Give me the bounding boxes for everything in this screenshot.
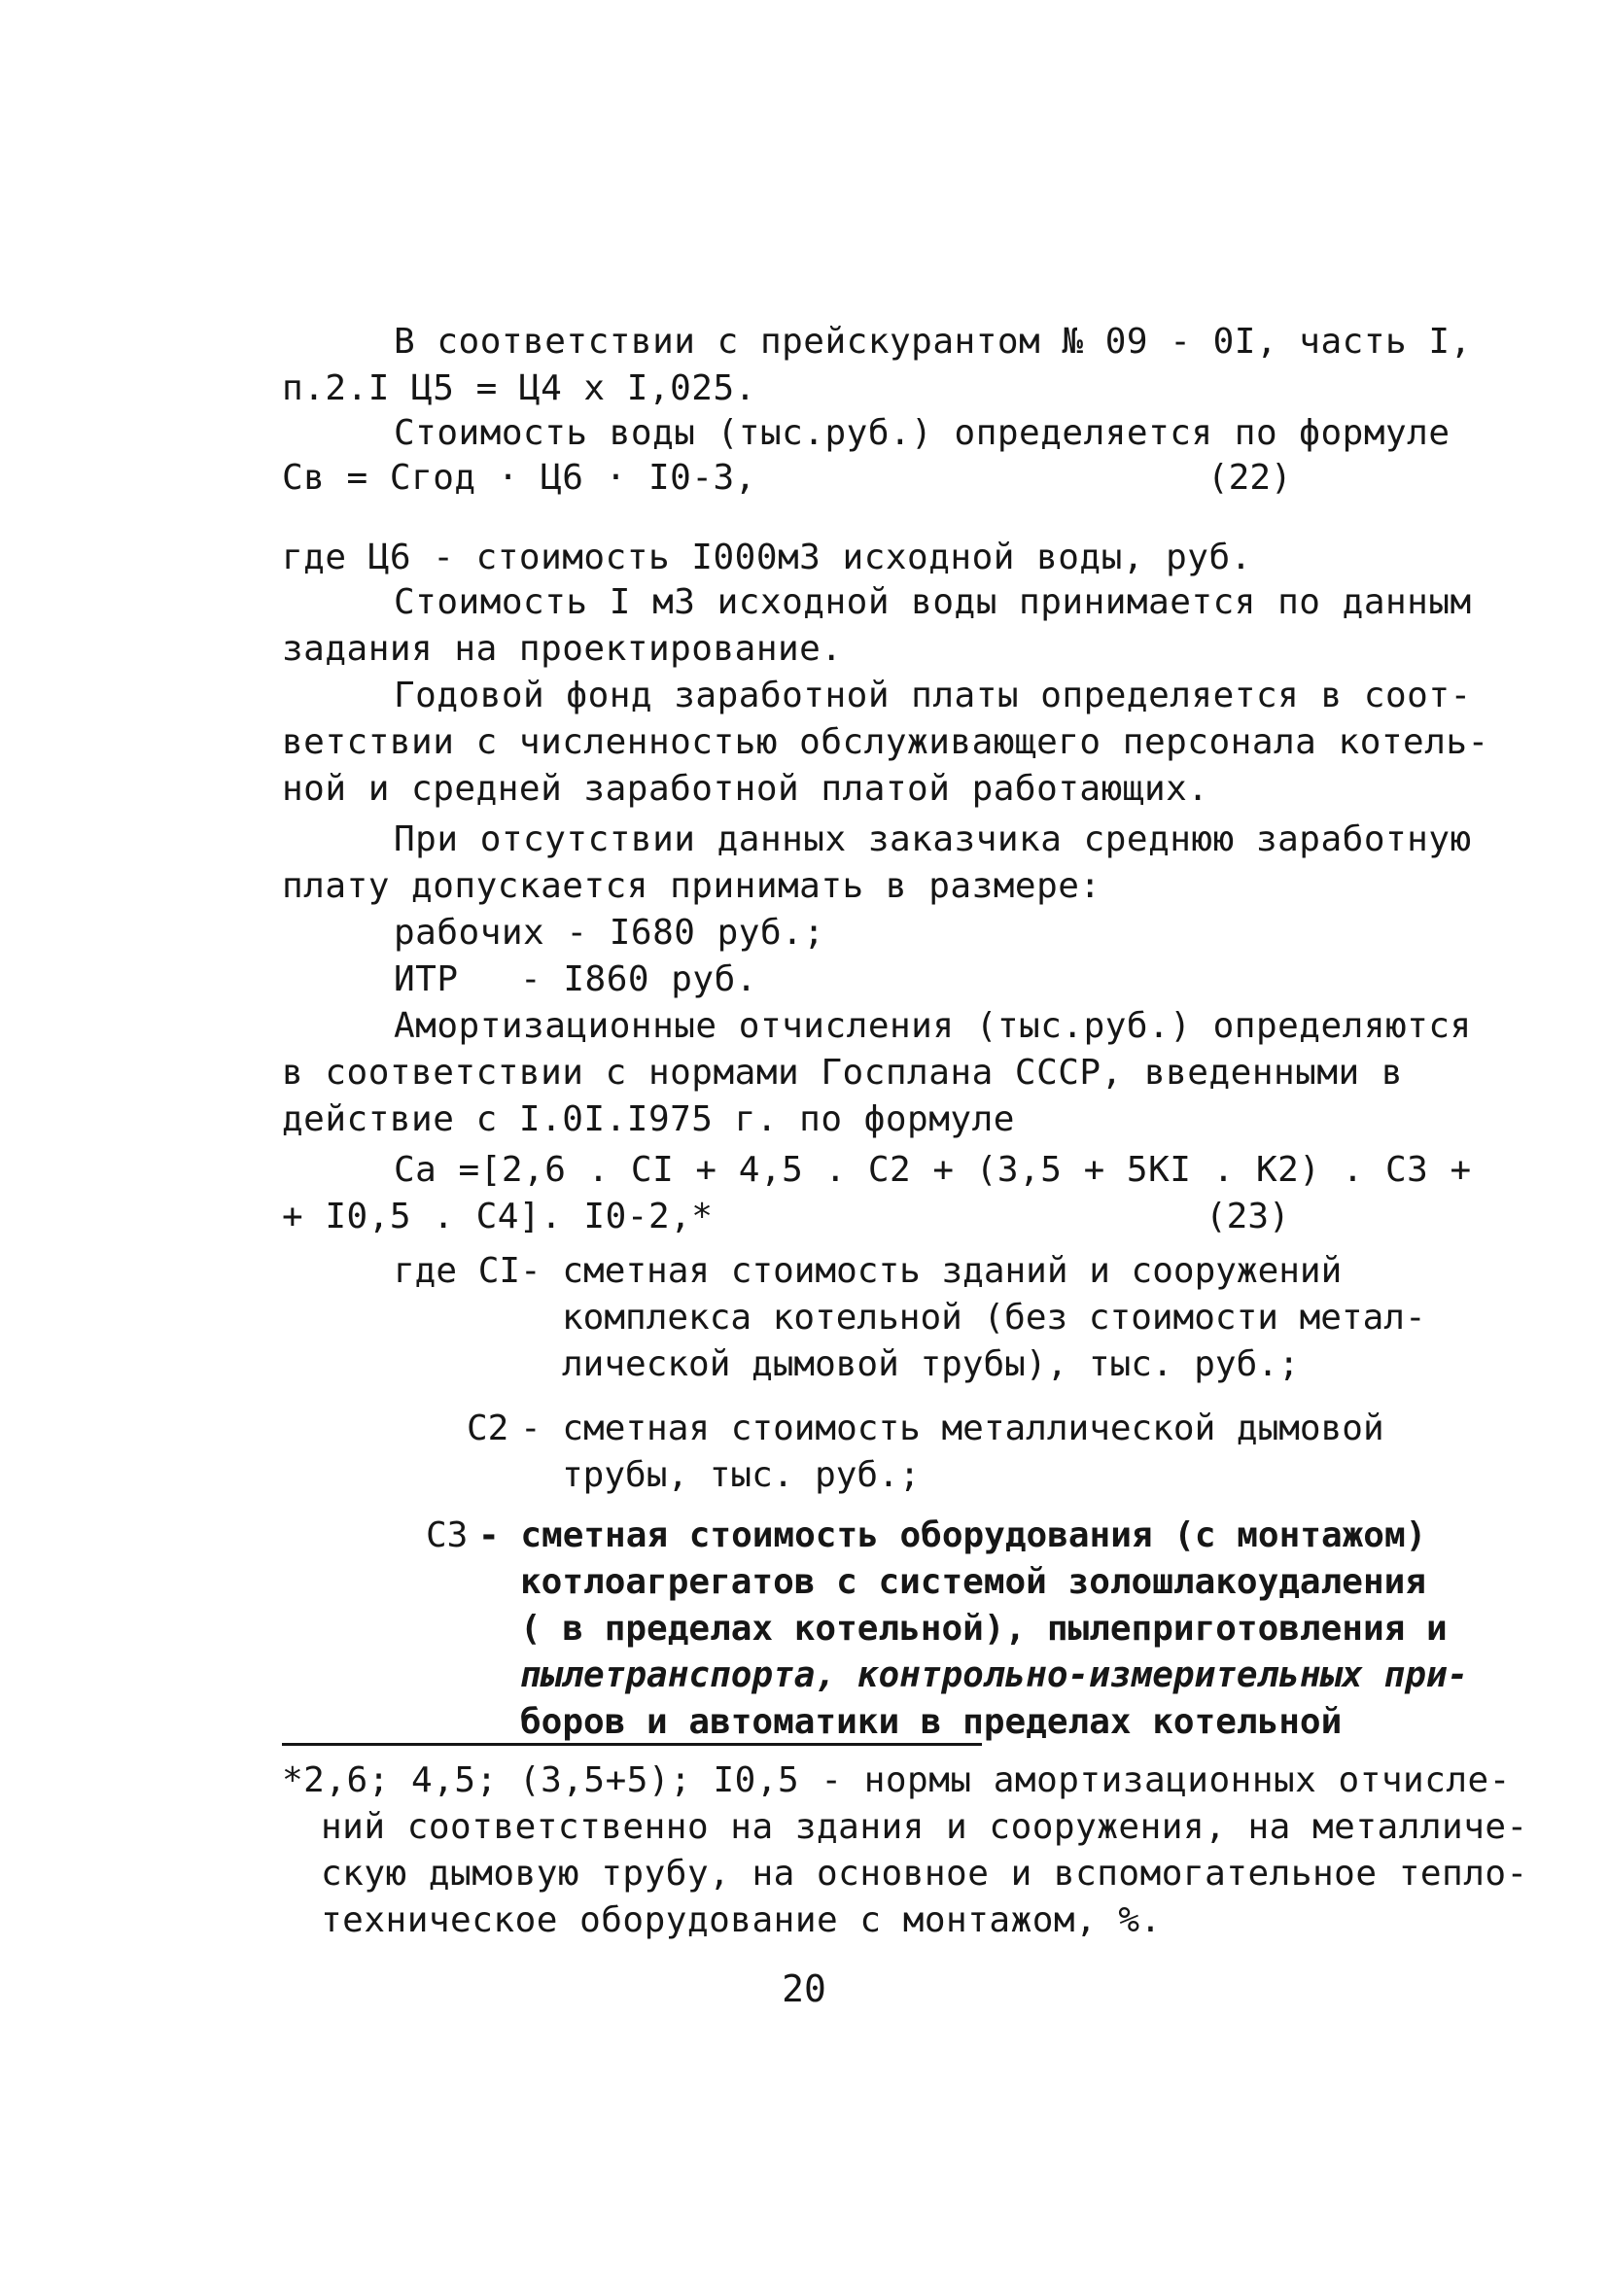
def-c1-line-2: комплекса котельной (без стоимости метал- xyxy=(562,1298,1426,1338)
p6-line-2: плату допускается принимать в размере: xyxy=(282,866,1101,906)
def-c2-label: С2 xyxy=(467,1409,509,1448)
p5-line-3: ной и средней заработной платой работающих. xyxy=(282,769,1209,809)
footnote-line-1: *2,6; 4,5; (3,5+5); I0,5 - нормы амортизационных отчисле- xyxy=(282,1760,1511,1800)
def-c2-line-2: трубы, тыс. руб.; xyxy=(562,1455,921,1495)
footnote-divider xyxy=(282,1743,982,1746)
formula-22 xyxy=(282,455,756,502)
def-c3-line-4: пылетранспорта, контрольно-измерительных при- xyxy=(520,1655,1469,1695)
p1-line-1: В соответствии с прейскурантом № 09 - 0I, часть I, xyxy=(394,322,1472,362)
equation-number-22: (22) xyxy=(1207,458,1292,498)
p7-line-3: действие с I.0I.I975 г. по формуле xyxy=(282,1099,1015,1139)
formula-23-line-1: Са =[2,6 . СI + 4,5 . С2 + (3,5 + 5КI . К2) . С3 + xyxy=(394,1150,1472,1190)
p1-line-2: п.2.I Ц5 = Ц4 х I,025. xyxy=(282,368,756,408)
footnote-line-4: техническое оборудование с монтажом, %. xyxy=(321,1900,1162,1940)
def-c3-line-1: - сметная стоимость оборудования (с монтажом) xyxy=(478,1515,1427,1555)
p6-line-3: рабочих - I680 руб.; xyxy=(394,913,825,953)
formula-23-line-2: + I0,5 . С4]. I0-2,* xyxy=(282,1197,714,1236)
p2-line-1: Стоимость воды (тыс.руб.) определяется по формуле xyxy=(394,413,1451,453)
p6-line-1: При отсутствии данных заказчика среднюю заработную xyxy=(394,819,1472,859)
def-c1-line-1: - сметная стоимость зданий и сооружений xyxy=(520,1251,1343,1291)
def-c1-line-3: лической дымовой трубы), тыс. руб.; xyxy=(562,1344,1300,1384)
page-number: 20 xyxy=(782,1967,826,2010)
def-c3-line-5: боров и автоматики в пределах котельной xyxy=(520,1702,1343,1742)
def-c3-line-3: ( в пределах котельной), пылеприготовления и xyxy=(520,1609,1448,1649)
p3-line-1: где Ц6 - стоимость I000м3 исходной воды, руб. xyxy=(282,538,1252,577)
p5-line-2: ветствии с численностью обслуживающего персонала котель- xyxy=(282,722,1489,762)
formula-22-lhs: Св xyxy=(282,458,326,498)
def-c3-label: С3 xyxy=(426,1515,469,1555)
formula-22-rhs: = Сгод · Ц6 · I0-3, xyxy=(346,458,756,498)
footnote-line-3: скую дымовую трубу, на основное и вспомогательное тепло- xyxy=(321,1854,1528,1894)
equation-number-23: (23) xyxy=(1206,1197,1290,1236)
p4-line-1: Стоимость I м3 исходной воды принимается по данным xyxy=(394,582,1472,622)
footnote-line-2: ний соответственно на здания и сооружения, на металличе- xyxy=(321,1807,1528,1847)
p4-line-2: задания на проектирование. xyxy=(282,629,843,669)
p6-line-4-label: ИТР xyxy=(394,959,459,999)
def-c1-label: где СI xyxy=(394,1251,521,1291)
p5-line-1: Годовой фонд заработной платы определяется в соот- xyxy=(394,676,1472,715)
p7-line-2: в соответствии с нормами Госплана СССР, введенными в xyxy=(282,1053,1404,1093)
p6-line-4-value: - I860 руб. xyxy=(520,959,757,999)
def-c3-line-2: котлоагрегатов с системой золошлакоудаления xyxy=(520,1562,1426,1602)
def-c2-line-1: - сметная стоимость металлической дымовой xyxy=(520,1409,1384,1448)
p7-line-1: Амортизационные отчисления (тыс.руб.) определяются xyxy=(394,1006,1472,1046)
